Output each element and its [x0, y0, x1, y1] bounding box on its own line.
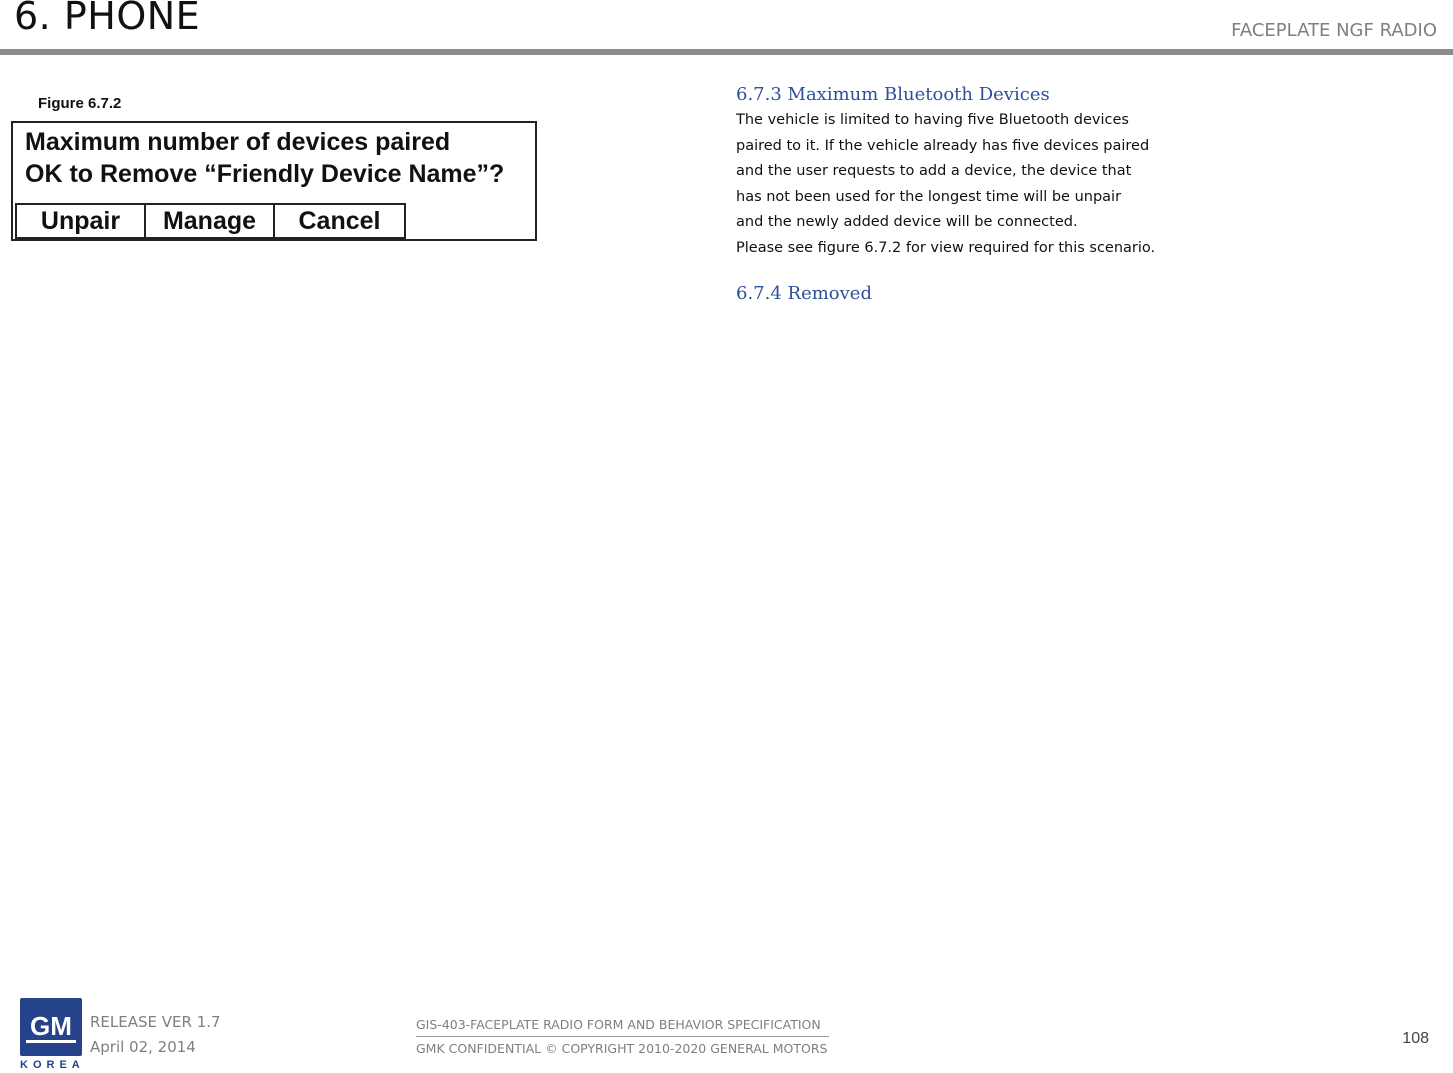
footer-center — [416, 1013, 829, 1060]
body-line: and the user requests to add a device, the device that — [736, 163, 1132, 180]
gm-logo — [20, 998, 82, 1056]
body-line: and the newly added device will be connected. — [736, 214, 1078, 231]
document-code: GIS-403-FACEPLATE RADIO FORM AND BEHAVIOR SPECIFICATION — [416, 1013, 829, 1037]
dialog-button-row — [15, 203, 406, 239]
document-subtitle: FACEPLATE NGF RADIO — [1231, 20, 1437, 41]
body-line: Please see figure 6.7.2 for view required for this scenario. — [736, 239, 1156, 256]
release-info — [90, 1010, 221, 1060]
figure-label: Figure 6.7.2 — [38, 95, 122, 112]
page-number: 108 — [1402, 1030, 1429, 1047]
unpair-button[interactable]: Unpair — [15, 203, 146, 239]
release-version: RELEASE VER 1.7 — [90, 1013, 221, 1031]
section-heading-674: 6.7.4 Removed — [736, 283, 872, 304]
release-date: April 02, 2014 — [90, 1038, 196, 1056]
gm-logo-text: GM — [26, 1012, 76, 1043]
cancel-button[interactable]: Cancel — [275, 203, 406, 239]
dialog-message-line-1: Maximum number of devices paired — [25, 128, 451, 156]
section-body-673 — [736, 108, 1256, 262]
body-line: has not been used for the longest time will be unpair — [736, 188, 1122, 205]
page-title: 6. PHONE — [14, 0, 201, 38]
gm-korea-label: KOREA — [20, 1059, 85, 1071]
manage-button[interactable]: Manage — [146, 203, 275, 239]
dialog-message-line-2: OK to Remove “Friendly Device Name”? — [25, 160, 505, 188]
header-divider — [0, 49, 1453, 55]
section-heading-673: 6.7.3 Maximum Bluetooth Devices — [736, 84, 1050, 105]
body-line: The vehicle is limited to having five Bluetooth devices — [736, 112, 1129, 128]
max-devices-dialog — [11, 121, 537, 241]
confidential-notice: GMK CONFIDENTIAL © COPYRIGHT 2010-2020 GENERAL MOTORS — [416, 1041, 828, 1056]
body-line: paired to it. If the vehicle already has five devices paired — [736, 137, 1150, 154]
